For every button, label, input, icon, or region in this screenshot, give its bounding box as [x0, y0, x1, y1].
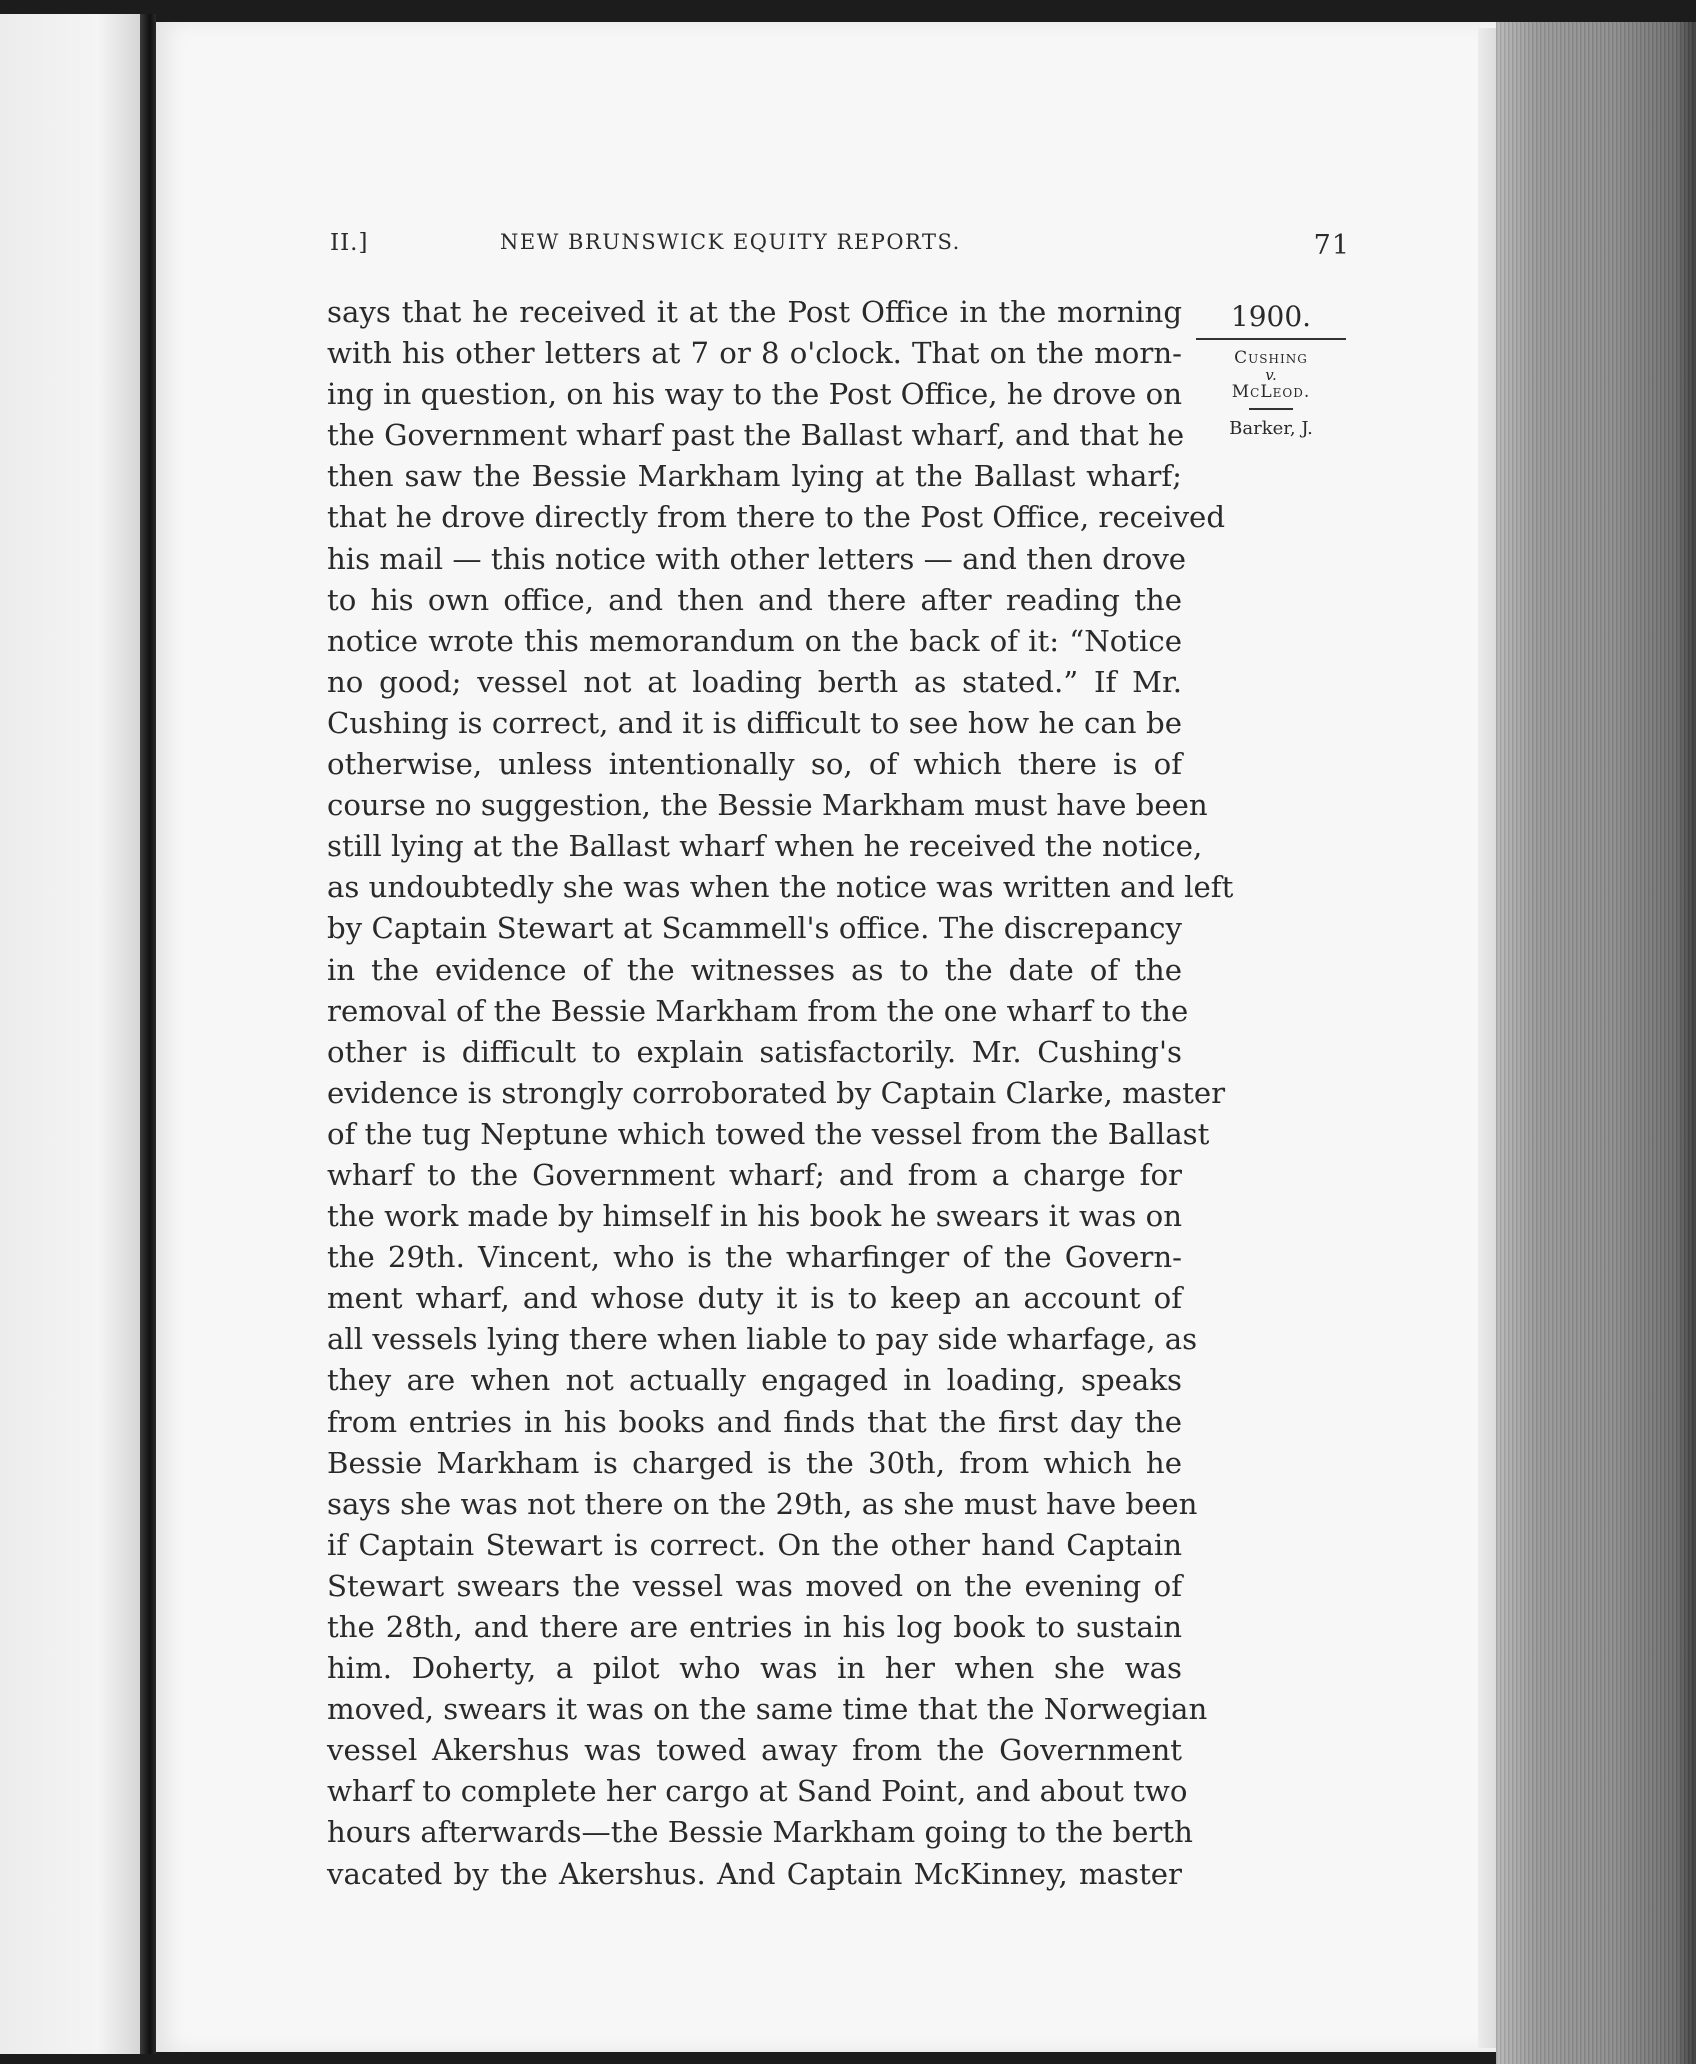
volume-marker: II.] [330, 230, 369, 256]
text-line: of the tug Neptune which towed the vessel from the Ballast [327, 1116, 1210, 1151]
text-line: they are when not actually engaged in loading, speaks [327, 1363, 1182, 1398]
text-line: removal of the Bessie Markham from the one wharf to the [327, 993, 1189, 1028]
text-line: ment wharf, and whose duty it is to keep an account of [327, 1281, 1182, 1316]
text-line: moved, swears it was on the same time that the Norwegian [327, 1692, 1208, 1727]
text-line: wharf to complete her cargo at Sand Point, and about two [327, 1774, 1188, 1809]
text-line: Bessie Markham is charged is the 30th, from which he [327, 1445, 1182, 1480]
text-line: vessel Akershus was towed away from the Government [327, 1733, 1182, 1768]
page-stack-edge [1496, 22, 1696, 2064]
text-line: the Government wharf past the Ballast wharf, and that he [327, 418, 1185, 453]
running-title: NEW BRUNSWICK EQUITY REPORTS. [500, 230, 961, 254]
text-line: still lying at the Ballast wharf when he received the notice, [327, 829, 1203, 864]
margin-short-rule [1249, 408, 1293, 410]
margin-year: 1900. [1230, 300, 1312, 333]
text-line: the 29th. Vincent, who is the wharfinger of the Govern- [327, 1240, 1182, 1275]
book-gutter [140, 14, 156, 2054]
facing-page [0, 14, 140, 2054]
text-line: the 28th, and there are entries in his log book to sustain [327, 1610, 1182, 1644]
text-line: says she was not there on the 29th, as she must have been [327, 1486, 1198, 1521]
text-line: his mail — this notice with other letters — and then drove [327, 541, 1187, 576]
text-line: no good; vessel not at loading berth as stated.” If Mr. [327, 664, 1182, 699]
text-line: him. Doherty, a pilot who was in her when she was [327, 1651, 1182, 1686]
text-line: course no suggestion, the Bessie Markham must have been [327, 788, 1208, 823]
text-line: to his own office, and then and there after reading the [327, 582, 1182, 617]
text-line: Cushing is correct, and it is difficult to see how he can be [327, 705, 1182, 740]
text-line: if Captain Stewart is correct. On the other hand Captain [327, 1527, 1182, 1562]
text-line: other is difficult to explain satisfactorily. Mr. Cushing's [327, 1034, 1182, 1069]
text-line: in the evidence of the witnesses as to the date of the [327, 952, 1182, 987]
margin-party-2: McLeod. [1231, 382, 1311, 402]
text-line: notice wrote this memorandum on the back of it: “Notice [327, 623, 1182, 658]
margin-versus: v. [1265, 366, 1277, 384]
text-line: wharf to the Government wharf; and from a charge for [327, 1157, 1182, 1192]
page-number: 71 [1313, 230, 1350, 261]
text-line: Stewart swears the vessel was moved on the evening of [327, 1568, 1182, 1603]
margin-note [1196, 300, 1346, 440]
margin-party-1: Cushing [1234, 348, 1308, 368]
running-header [330, 230, 1350, 264]
text-line: with his other letters at 7 or 8 o'clock. That on the morn- [327, 336, 1182, 371]
text-line: that he drove directly from there to the Post Office, received [327, 500, 1226, 535]
text-line: by Captain Stewart at Scammell's office. The discrepancy [327, 911, 1182, 946]
text-line: then saw the Bessie Markham lying at the Ballast wharf; [327, 459, 1182, 494]
text-line: all vessels lying there when liable to pay side wharfage, as [327, 1322, 1198, 1357]
text-line: the work made by himself in his book he swears it was on [327, 1199, 1182, 1234]
text-line: vacated by the Akershus. And Captain McKinney, master [327, 1856, 1182, 1891]
margin-judge: Barker, J. [1229, 417, 1313, 439]
text-line: from entries in his books and finds that the first day the [327, 1404, 1182, 1439]
text-line: says that he received it at the Post Office in the morning [327, 295, 1182, 329]
margin-rule [1196, 338, 1346, 340]
body-text [327, 292, 1234, 1895]
text-line: as undoubtedly she was when the notice was written and left [327, 870, 1234, 905]
text-line: ing in question, on his way to the Post Office, he drove on [327, 377, 1182, 412]
text-line: evidence is strongly corroborated by Captain Clarke, master [327, 1075, 1226, 1110]
text-line: hours afterwards—the Bessie Markham going to the berth [327, 1815, 1193, 1850]
text-line: otherwise, unless intentionally so, of which there is of [327, 747, 1182, 782]
